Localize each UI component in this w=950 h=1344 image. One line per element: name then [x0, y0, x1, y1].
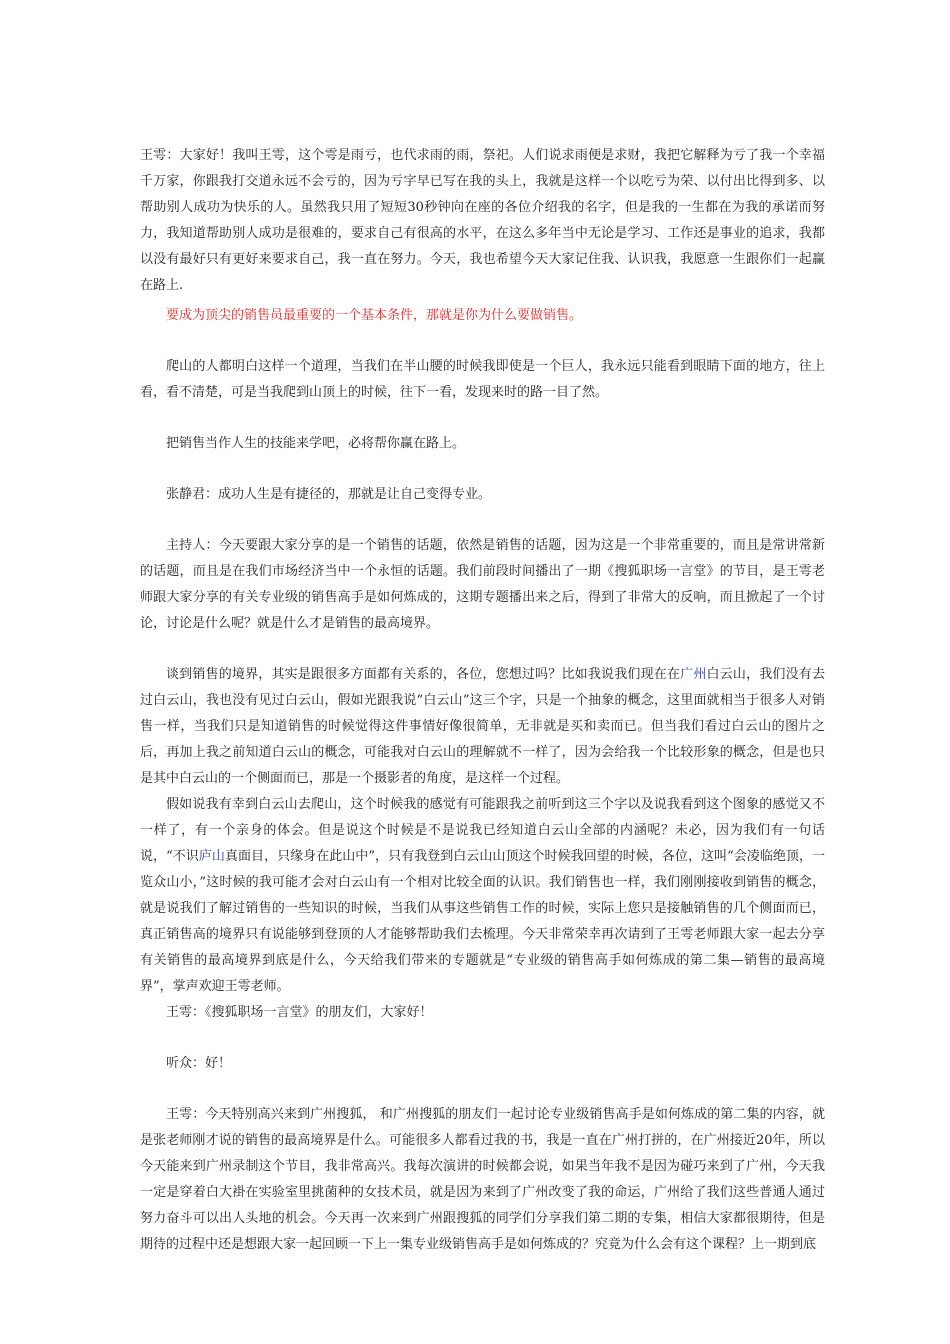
paragraph-intro-text: 王雩：大家好！我叫王雩，这个雩是雨亏，也代求雨的雨，祭祀。人们说求雨便是求财，我把它解释为亏了我一个幸福千万家，你跟我打交道永远不会亏的，因为亏字早已写在我的头上，我就是这样一个以吃亏为荣、以付出比得到多、以帮助别人成功为快乐的人。虽然我只用了短短30秒钟向在座的各位介绍我的名字，但是我的一生都在为我的承诺而努力，我知道帮助别人成功是很难的，要求自己有很高的水平，在这么多年当中无论是学习、工作还是事业的追求，我都以没有最好只有更好来要求自己，我一直在努力。今天，我也希望今天大家记住我、认识我，我愿意一生跟你们一起赢在路上. — [140, 148, 825, 293]
paragraph-audience-text: 听众：好！ — [166, 1056, 232, 1071]
paragraph-wang — [140, 1102, 825, 1258]
paragraph-climb — [140, 792, 825, 1000]
paragraph-mountain — [140, 354, 825, 406]
paragraph-host-text: 主持人：今天要跟大家分享的是一个销售的话题，依然是销售的话题，因为这是一个非常重要的，而且是常讲常新的话题，而且是在我们市场经济当中一个永恒的话题。我们前段时间播出了一期《搜狐职场一言堂》的节目，是王雩老师跟大家分享的有关专业级的销售高手是如何炼成的，这期专题播出来之后，得到了非常大的反响，而且掀起了一个讨论，讨论是什么呢？就是什么才是销售的最高境界。 — [140, 538, 825, 631]
paragraph-host — [140, 533, 825, 637]
paragraph-greeting-text: 王雩：《搜狐职场一言堂》的朋友们，大家好！ — [166, 1005, 433, 1020]
paragraph-zhang — [140, 482, 825, 508]
document-body — [140, 143, 825, 1258]
paragraph-greeting — [140, 1000, 825, 1026]
paragraph-climb-text-b: 真面目，只缘身在此山中”，只有我登到白云山山顶这个时候我回望的时候，各位，这叫“会凌临绝顶，一览众山小，”这时候的我可能才会对白云山有一个相对比较全面的认识。我们销售也一样，我们刚刚接收到销售的概念，就是说我们了解过销售的一些知识的时候，当我们从事这些销售工作的时候，实际上您只是接触销售的几个侧面而已，真正销售高的境界只有说能够到登顶的人才能够帮助我们去梳理。今天非常荣幸再次请到了王雩老师跟大家一起去分享有关销售的最高境界到底是什么，今天给我们带来的专题就是“专业级的销售高手如何炼成的第二集—销售的最高境界”，掌声欢迎王雩老师。 — [140, 849, 825, 994]
paragraph-mountain-text: 爬山的人都明白这样一个道理，当我们在半山腰的时候我即使是一个巨人，我永远只能看到眼睛下面的地方，往上看，看不清楚，可是当我爬到山顶上的时候，往下一看，发现来时的路一目了然。 — [140, 359, 825, 400]
link-lushan[interactable]: 庐山 — [198, 849, 225, 864]
paragraph-climb-text-a: 假如说我有幸到白云山去爬山，这个时候我的感觉有可能跟我之前听到这三个字以及说我看到这个图象的感觉又不一样了，有一个亲身的体会。但是说这个时候是不是说我已经知道白云山全部的内涵呢？未必，因为我们有一句话说，“不识 — [140, 797, 825, 864]
paragraph-zhang-text: 张静君：成功人生是有捷径的，那就是让自己变得专业。 — [166, 487, 492, 502]
paragraph-skill-text: 把销售当作人生的技能来学吧，必将帮你赢在路上。 — [166, 436, 466, 451]
paragraph-highlight — [140, 303, 825, 329]
paragraph-audience — [140, 1051, 825, 1077]
paragraph-realm-text-b: 白云山，我们没有去过白云山，我也没有见过白云山，假如光跟我说“白云山”这三个字，只是一个抽象的概念，这里面就相当于很多人对销售一样，当我们只是知道销售的时候觉得这件事情好像很简单，无非就是买和卖而已。但当我们看过白云山的图片之后，再加上我之前知道白云山的概念，可能我对白云山的理解就不一样了，因为会给我一个比较形象的概念，但是也只是其中白云山的一个侧面而已，那是一个摄影者的角度，是这样一个过程。 — [140, 667, 825, 786]
paragraph-realm — [140, 662, 825, 792]
paragraph-skill — [140, 431, 825, 457]
paragraph-intro — [140, 143, 825, 299]
link-guangzhou[interactable]: 广州 — [680, 667, 707, 682]
highlight-text: 要成为顶尖的销售员最重要的一个基本条件，那就是你为什么要做销售。 — [166, 308, 583, 323]
paragraph-realm-text-a: 谈到销售的境界，其实是跟很多方面都有关系的，各位，您想过吗？比如我说我们现在在 — [166, 667, 681, 682]
paragraph-wang-text: 王雩：今天特别高兴来到广州搜狐， 和广州搜狐的朋友们一起讨论专业级销售高手是如何炼成的第二集的内容，就是张老师刚才说的销售的最高境界是什么。可能很多人都看过我的书，我是一直在广州打拼的，在广州接近20年，所以今天能来到广州录制这个节目，我非常高兴。我每次演讲的时候都会说，如果当年我不是因为碰巧来到了广州，今天我一定是穿着白大褂在实验室里挑菌种的女技术员，就是因为来到了广州改变了我的命运，广州给了我们这些普通人通过努力奋斗可以出人头地的机会。今天再一次来到广州跟搜狐的同学们分享我们第二期的专集，相信大家都很期待，但是期待的过程中还是想跟大家一起回顾一下上一集专业级销售高手是如何炼成的？究竟为什么会有这个课程？上一期到底 — [140, 1107, 825, 1252]
